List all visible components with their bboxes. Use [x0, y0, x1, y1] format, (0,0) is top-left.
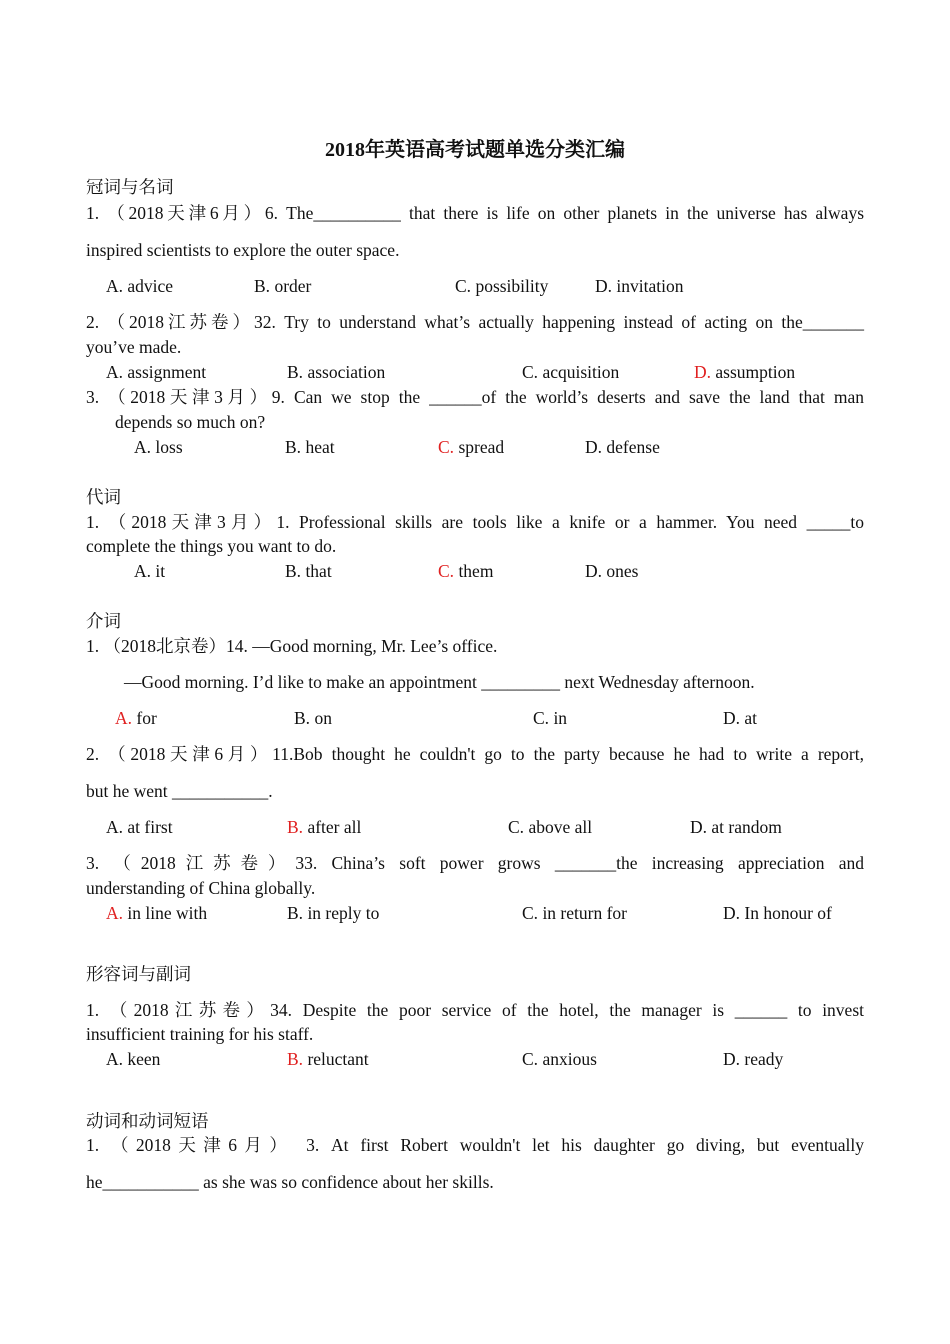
section-heading: 介词: [86, 611, 121, 631]
option-c: C. anxious: [522, 1049, 597, 1069]
question-stem: 3. （2018天津3月）9. Can we stop the ______of the world’s deserts and save the land that man: [86, 387, 864, 407]
option-c: C. in: [533, 708, 568, 728]
option-b-answer: B. after all: [287, 817, 362, 837]
question-stem: 1. （2018北京卷）14. —Good morning, Mr. Lee’s office.: [86, 636, 498, 656]
question-stem-continued: but he went ___________.: [86, 781, 273, 801]
question-stem-continued: understanding of China globally.: [86, 878, 316, 898]
option-c-answer: C. spread: [438, 437, 505, 457]
option-b: B. order: [254, 276, 312, 296]
question-stem-continued: insufficient training for his staff.: [86, 1024, 314, 1044]
section-heading: 冠词与名词: [86, 177, 174, 197]
option-d: D. ready: [723, 1049, 784, 1069]
option-d: D. defense: [585, 437, 660, 457]
question-stem-continued: you’ve made.: [86, 337, 182, 357]
question-stem-continued: depends so much on?: [115, 412, 266, 432]
option-a: A. advice: [106, 276, 174, 296]
option-b: B. on: [294, 708, 332, 728]
option-a: A. assignment: [106, 362, 207, 382]
question-stem: 1. （2018天津6月）6. The__________ that there is life on other planets in the universe has always: [86, 203, 864, 223]
option-c: C. above all: [508, 817, 593, 837]
question-stem: 1. （2018天津6月） 3. At first Robert wouldn't let his daughter go diving, but eventually: [86, 1135, 864, 1155]
option-a: A. keen: [106, 1049, 161, 1069]
option-d: D. invitation: [595, 276, 684, 296]
option-a-answer: A. in line with: [106, 903, 208, 923]
option-d: D. In honour of: [723, 903, 832, 923]
option-a: A. at first: [106, 817, 173, 837]
question-stem-continued: —Good morning. I’d like to make an appointment _________ next Wednesday afternoon.: [124, 672, 755, 692]
option-a: A. loss: [134, 437, 183, 457]
option-a-answer: A. for: [115, 708, 157, 728]
option-c: C. possibility: [455, 276, 549, 296]
option-b: B. in reply to: [287, 903, 380, 923]
option-c-answer: C. them: [438, 561, 494, 581]
option-b: B. association: [287, 362, 386, 382]
question-stem-continued: inspired scientists to explore the outer space.: [86, 240, 400, 260]
page-title: 2018年英语高考试题单选分类汇编: [325, 139, 625, 161]
question-stem: 1. （2018天津3月）1. Professional skills are tools like a knife or a hammer. You need _____to: [86, 512, 864, 532]
option-d: D. ones: [585, 561, 639, 581]
question-stem: 2. （2018天津6月）11.Bob thought he couldn't go to the party because he had to write a report,: [86, 744, 864, 764]
question-stem: 2. （2018江苏卷）32. Try to understand what’s actually happening instead of acting on the_______: [86, 312, 864, 332]
option-b-answer: B. reluctant: [287, 1049, 369, 1069]
option-c: C. in return for: [522, 903, 627, 923]
option-b: B. heat: [285, 437, 335, 457]
section-heading: 动词和动词短语: [86, 1111, 209, 1131]
section-heading: 形容词与副词: [86, 964, 191, 984]
option-d: D. at random: [690, 817, 782, 837]
question-stem: 1. （2018江苏卷）34. Despite the poor service of the hotel, the manager is ______ to invest: [86, 1000, 864, 1020]
section-heading: 代词: [86, 487, 121, 507]
option-d-answer: D. assumption: [694, 362, 796, 382]
option-d: D. at: [723, 708, 758, 728]
question-stem-continued: complete the things you want to do.: [86, 536, 337, 556]
option-b: B. that: [285, 561, 332, 581]
option-c: C. acquisition: [522, 362, 620, 382]
question-stem: 3. （2018江苏卷）33. China’s soft power grows _______the increasing appreciation and: [86, 853, 864, 873]
question-stem-continued: he___________ as she was so confidence about her skills.: [86, 1172, 494, 1192]
option-a: A. it: [134, 561, 166, 581]
